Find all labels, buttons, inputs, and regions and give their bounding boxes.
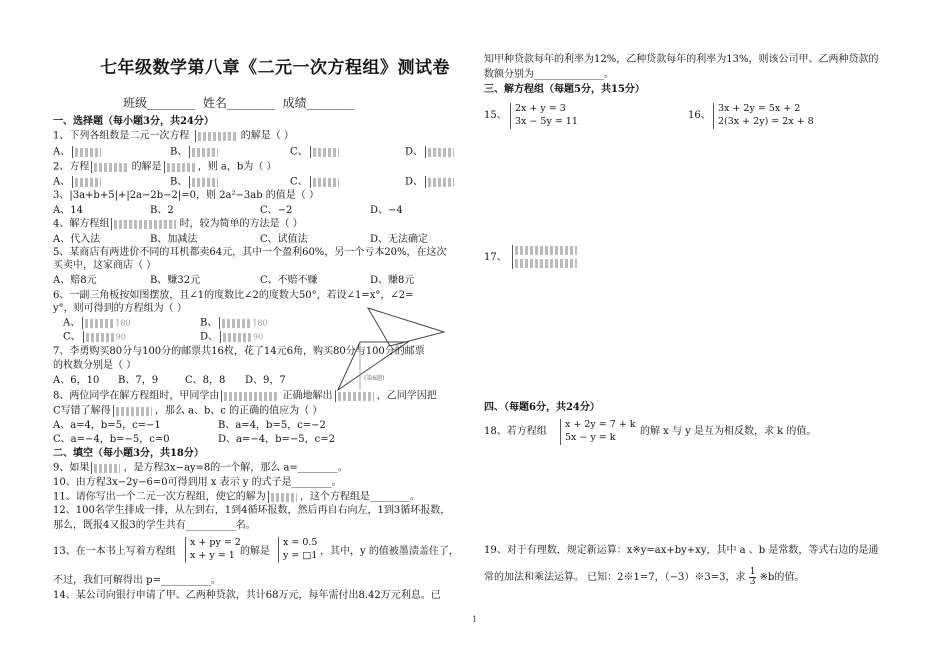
q13-system-1: x + py = 2 x + y = 1 <box>185 537 241 563</box>
question-2: 2、方程 的解是 ，则 a，b为（ ） <box>53 161 277 173</box>
q3-option-d: D、−4 <box>370 205 403 216</box>
q6-option-a: A、 180 <box>63 317 131 329</box>
question-19-line-1: 19、对于有理数，规定新运算：x※y=ax+by+xy，其中 a 、b 是常数，等式右边的是通 <box>484 545 879 556</box>
q1-option-d: D、 <box>405 146 454 159</box>
q15-system: 2x + y = 3 3x − 5y = 11 <box>510 103 578 129</box>
section-1-heading: 一、选择题（每小题3分，共24分） <box>53 116 214 127</box>
q1-option-a: A、 <box>53 146 101 159</box>
question-1-stem-end: 的解是（ ） <box>240 130 294 142</box>
question-6-line-2: y°，则可得到的方程组为（ ） <box>53 303 187 314</box>
question-13-mid: 的解是 <box>240 546 270 557</box>
question-9: 9、如果 ，是方程3x−ay=8的一个解，那么 a=________。 <box>53 462 348 474</box>
question-12-line-2: 那么，既报4又报3的学生共有__________名。 <box>53 520 256 531</box>
question-5-line-1: 5、某商店有两进价不同的耳机都卖64元，其中一个盈利60%，另一个亏本20%，在这次 <box>53 247 447 258</box>
question-7-line-1: 7、李勇购买80分与100分的邮票共16枚，花了14元6角，购买80分与100分的邮票 <box>53 346 425 357</box>
question-6-line-1: 6、一副三角板按如图摆放，且∠1的度数比∠2的度数大50°，若设∠1=x°，∠2= <box>53 290 414 301</box>
q13-system-2: x = 0.5 y = □1 <box>278 537 317 563</box>
q16-system: 3x + 2y = 5x + 2 2(3x + 2y) = 2x + 8 <box>713 103 814 129</box>
q5-option-c: C、不赔不赚 <box>260 275 318 286</box>
triangle-top <box>368 308 444 346</box>
section-2-heading: 二、填空（每小题3分，共18分） <box>53 448 204 459</box>
question-10: 10、由方程3x−2y−6=0可得到用 x 表示 y 的式子是________。 <box>53 477 342 488</box>
q17-system <box>510 245 577 269</box>
q7-option-d: D、9，7 <box>245 375 286 386</box>
q5-option-b: B、赚32元 <box>150 275 201 286</box>
page-title: 七年级数学第八章《二元一次方程组》测试卷 <box>100 58 450 78</box>
figure-label: (第6题) <box>364 375 385 382</box>
section-3-heading: 三、解方程组（每题5分，共15分） <box>484 84 645 95</box>
q3-option-a: A、14 <box>53 205 83 216</box>
question-16-label: 16、 <box>688 110 711 121</box>
question-14-line-3: 数额分别为______________。 <box>484 69 614 80</box>
q5-option-d: D、赚8元 <box>370 275 415 286</box>
question-8-line-2: C写错了解得 ，那么 a、b、c 的正确的值应为（ ） <box>53 405 323 417</box>
question-7-line-2: 的枚数分别是（ ） <box>53 360 137 371</box>
q2-option-b: B、 <box>170 176 218 189</box>
question-11: 11、请你写出一个二元一次方程组，使它的解为 ，这个方程组是________。 <box>53 491 420 503</box>
q7-option-b: B、7，9 <box>118 375 159 386</box>
q7-option-c: C、8，8 <box>185 375 226 386</box>
student-info-line: 班级________ 姓名________ 成绩________ <box>123 96 355 110</box>
q6-option-b: B、 180 <box>200 317 268 329</box>
fraction-one-third: $\frac{1}{3}$ <box>749 567 756 587</box>
q7-option-a: A、6，10 <box>53 375 100 386</box>
question-19-line-2: 常的加法和乘法运算。 已知：2※1=7，（−3）※3=3，求 $\frac{1}{3}$ ※b的值。 <box>484 567 805 587</box>
q3-option-c: C、−2 <box>260 205 293 216</box>
question-18-end: 的解 x 与 y 是互为相反数，求 k 的值。 <box>640 426 817 437</box>
question-1 <box>53 130 294 143</box>
question-14-line-2: 知甲种贷款每年的利率为12%，乙种贷款每年的利率为13%，则该公司甲、乙两种贷款的 <box>484 54 879 65</box>
q1-option-c: C、 <box>290 146 339 159</box>
question-13-end: ，其中，y 的值被墨渍盖住了， <box>320 546 459 557</box>
q8-option-d: D、a=−4，b=−5，c=2 <box>218 434 335 445</box>
section-4-heading: 四、（每题6分，共24分） <box>484 402 600 413</box>
question-14-line-1: 14、某公司向银行申请了甲、乙两种贷款，共计68万元，每年需付出8.42万元利息。已 <box>53 590 441 601</box>
page-number: 1 <box>472 615 478 624</box>
question-13-line-2: 不过，我们可解得出 p=__________。 <box>53 575 221 586</box>
question-1-stem: 1、下列各组数是二元一次方程 <box>53 130 190 142</box>
q2-option-d: D、 <box>405 176 454 189</box>
q8-option-a: A、a=4，b=5，c=−1 <box>53 420 161 431</box>
question-4: 4、解方程组 时，较为简单的方法是（ ） <box>53 218 303 230</box>
q5-option-a: A、赔8元 <box>53 275 97 286</box>
q3-option-b: B、2 <box>150 205 174 216</box>
equation-image <box>198 132 238 141</box>
question-8-line-1: 8、两位同学在解方程组时，甲同学由 正确地解出 ，乙同学因把 <box>53 390 437 402</box>
q18-system: x + 2y = 7 + k 5x − y = k <box>560 419 636 445</box>
q4-option-a: A、代入法 <box>53 234 101 245</box>
q2-option-a: A、 <box>53 176 101 189</box>
question-17-label: 17、 <box>484 252 507 263</box>
q2-option-c: C、 <box>290 176 339 189</box>
q4-option-b: B、加减法 <box>150 234 198 245</box>
question-5-line-2: 买卖中，这家商店（ ） <box>53 260 157 271</box>
q8-option-b: B、a=4，b=5，c=−2 <box>218 420 326 431</box>
question-13-stem: 13、在一本书上写着方程组 <box>53 546 176 557</box>
q6-option-d: D、 90 <box>200 331 264 343</box>
q4-option-d: D、无法确定 <box>370 234 429 245</box>
question-18-stem: 18、若方程组 <box>484 426 547 437</box>
q1-option-b: B、 <box>170 146 218 159</box>
q8-option-c: C、a=−4，b=−5，c=0 <box>53 434 170 445</box>
q4-option-c: C、试值法 <box>260 234 308 245</box>
question-3: 3、|3a+b+5|+|2a−2b−2|=0，则 2a²−3ab 的值是（ ） <box>53 190 319 201</box>
question-12-line-1: 12、100名学生排成一排，从左到右，1到4循环报数，然后再自右向左，1到3循环报数， <box>53 505 451 516</box>
q6-option-c: C、 90 <box>63 331 126 343</box>
question-15-label: 15、 <box>484 110 507 121</box>
